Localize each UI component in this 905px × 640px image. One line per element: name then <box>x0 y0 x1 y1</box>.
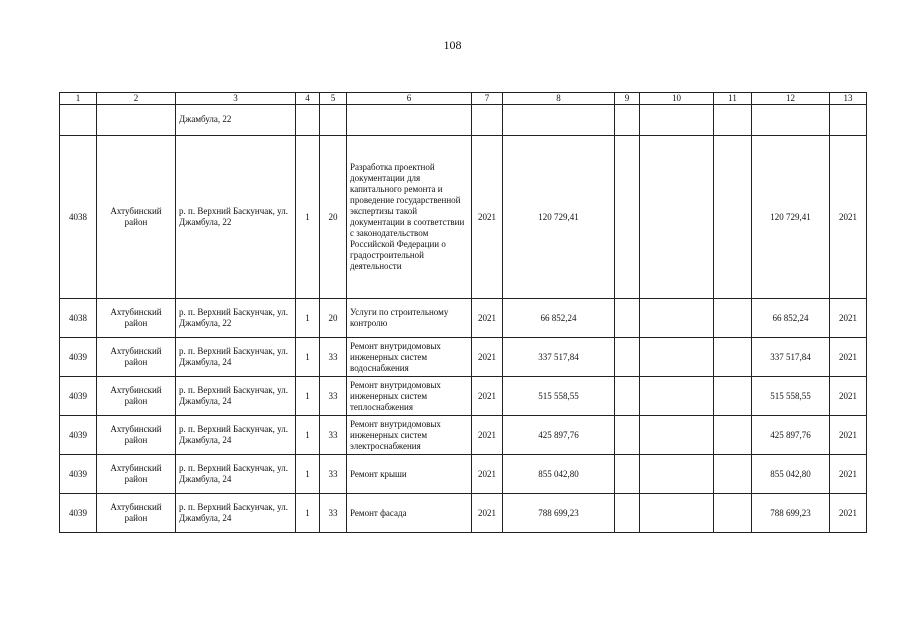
address-cell: Джамбула, 22 <box>176 105 296 136</box>
work-type-cell: Ремонт фасада <box>347 494 472 533</box>
cost-cell: 788 699,23 <box>503 494 615 533</box>
col13-cell: 2021 <box>830 136 867 299</box>
col11-cell <box>714 377 752 416</box>
object-number-cell: 4039 <box>60 338 97 377</box>
table-row <box>60 377 867 416</box>
cost-cell: 425 897,76 <box>503 416 615 455</box>
work-type-cell: Ремонт внутридомовых инженерных систем водоснабжения <box>347 338 472 377</box>
col11-cell <box>714 299 752 338</box>
work-type-cell: Ремонт внутридомовых инженерных систем теплоснабжения <box>347 377 472 416</box>
column-number-row <box>60 93 867 105</box>
work-type-cell: Ремонт крыши <box>347 455 472 494</box>
address-cell: р. п. Верхний Баскунчак, ул. Джамбула, 24 <box>176 416 296 455</box>
district-cell: Ахтубинский район <box>97 299 176 338</box>
cost-cell: 855 042,80 <box>503 455 615 494</box>
col4-cell: 1 <box>296 494 320 533</box>
col5-cell: 33 <box>320 455 347 494</box>
column-header: 6 <box>347 93 472 105</box>
col12-cell: 788 699,23 <box>752 494 830 533</box>
col9-cell <box>615 338 640 377</box>
work-type-cell: Услуги по строительному контролю <box>347 299 472 338</box>
col13-cell: 2021 <box>830 338 867 377</box>
col9-cell <box>615 455 640 494</box>
col11-cell <box>714 416 752 455</box>
column-header: 10 <box>640 93 714 105</box>
table-row <box>60 299 867 338</box>
work-type-cell: Разработка проектной документации для капитального ремонта и проведение государственной экспертизы такой документации в соответствии с законодательством Российской Федерации о градостроительной деятельности <box>347 136 472 299</box>
col10-cell <box>640 455 714 494</box>
object-number-cell: 4038 <box>60 136 97 299</box>
col12-cell: 120 729,41 <box>752 136 830 299</box>
col4-cell: 1 <box>296 299 320 338</box>
cost-cell: 337 517,84 <box>503 338 615 377</box>
district-cell: Ахтубинский район <box>97 416 176 455</box>
col5-cell: 33 <box>320 416 347 455</box>
cost-cell: 515 558,55 <box>503 377 615 416</box>
work-type-cell: Ремонт внутридомовых инженерных систем электроснабжения <box>347 416 472 455</box>
col9-cell <box>615 416 640 455</box>
object-number-cell: 4038 <box>60 299 97 338</box>
district-cell: Ахтубинский район <box>97 338 176 377</box>
column-header: 12 <box>752 93 830 105</box>
column-header: 2 <box>97 93 176 105</box>
col10-cell <box>640 377 714 416</box>
col4-cell: 1 <box>296 416 320 455</box>
col13-cell: 2021 <box>830 455 867 494</box>
object-number-cell: 4039 <box>60 494 97 533</box>
repair-register-table <box>59 92 867 533</box>
cost-cell: 66 852,24 <box>503 299 615 338</box>
table-row <box>60 494 867 533</box>
page-number: 108 <box>443 38 462 52</box>
col10-cell <box>640 136 714 299</box>
col12-cell: 425 897,76 <box>752 416 830 455</box>
col13-cell: 2021 <box>830 494 867 533</box>
column-header: 13 <box>830 93 867 105</box>
year-cell: 2021 <box>472 455 503 494</box>
col5-cell: 20 <box>320 299 347 338</box>
column-header: 9 <box>615 93 640 105</box>
address-cell: р. п. Верхний Баскунчак, ул. Джамбула, 24 <box>176 377 296 416</box>
col4-cell: 1 <box>296 377 320 416</box>
year-cell: 2021 <box>472 136 503 299</box>
table-row <box>60 416 867 455</box>
object-number-cell: 4039 <box>60 377 97 416</box>
table-row <box>60 338 867 377</box>
column-header: 1 <box>60 93 97 105</box>
address-cell: р. п. Верхний Баскунчак, ул. Джамбула, 24 <box>176 455 296 494</box>
col12-cell: 855 042,80 <box>752 455 830 494</box>
col13-cell: 2021 <box>830 299 867 338</box>
col4-cell: 1 <box>296 338 320 377</box>
col5-cell: 33 <box>320 494 347 533</box>
col11-cell <box>714 338 752 377</box>
col9-cell <box>615 136 640 299</box>
col11-cell <box>714 136 752 299</box>
column-header: 7 <box>472 93 503 105</box>
address-cell: р. п. Верхний Баскунчак, ул. Джамбула, 22 <box>176 299 296 338</box>
col9-cell <box>615 377 640 416</box>
column-header: 4 <box>296 93 320 105</box>
col9-cell <box>615 299 640 338</box>
col12-cell: 515 558,55 <box>752 377 830 416</box>
col13-cell: 2021 <box>830 416 867 455</box>
object-number-cell: 4039 <box>60 455 97 494</box>
col4-cell: 1 <box>296 455 320 494</box>
column-header: 5 <box>320 93 347 105</box>
district-cell: Ахтубинский район <box>97 455 176 494</box>
address-cell: р. п. Верхний Баскунчак, ул. Джамбула, 22 <box>176 136 296 299</box>
col11-cell <box>714 494 752 533</box>
district-cell: Ахтубинский район <box>97 136 176 299</box>
col12-cell: 66 852,24 <box>752 299 830 338</box>
col11-cell <box>714 455 752 494</box>
col13-cell: 2021 <box>830 377 867 416</box>
col9-cell <box>615 494 640 533</box>
column-header: 3 <box>176 93 296 105</box>
table-row <box>60 136 867 299</box>
col10-cell <box>640 299 714 338</box>
col12-cell: 337 517,84 <box>752 338 830 377</box>
col10-cell <box>640 494 714 533</box>
cost-cell: 120 729,41 <box>503 136 615 299</box>
object-number-cell: 4039 <box>60 416 97 455</box>
year-cell: 2021 <box>472 338 503 377</box>
year-cell: 2021 <box>472 494 503 533</box>
table-row <box>60 455 867 494</box>
year-cell: 2021 <box>472 377 503 416</box>
year-cell: 2021 <box>472 416 503 455</box>
col5-cell: 33 <box>320 377 347 416</box>
col4-cell: 1 <box>296 136 320 299</box>
address-cell: р. п. Верхний Баскунчак, ул. Джамбула, 24 <box>176 338 296 377</box>
address-cell: р. п. Верхний Баскунчак, ул. Джамбула, 24 <box>176 494 296 533</box>
district-cell: Ахтубинский район <box>97 494 176 533</box>
district-cell: Ахтубинский район <box>97 377 176 416</box>
continuation-row <box>60 105 867 136</box>
column-header: 8 <box>503 93 615 105</box>
col5-cell: 33 <box>320 338 347 377</box>
col10-cell <box>640 416 714 455</box>
year-cell: 2021 <box>472 299 503 338</box>
column-header: 11 <box>714 93 752 105</box>
col10-cell <box>640 338 714 377</box>
col5-cell: 20 <box>320 136 347 299</box>
